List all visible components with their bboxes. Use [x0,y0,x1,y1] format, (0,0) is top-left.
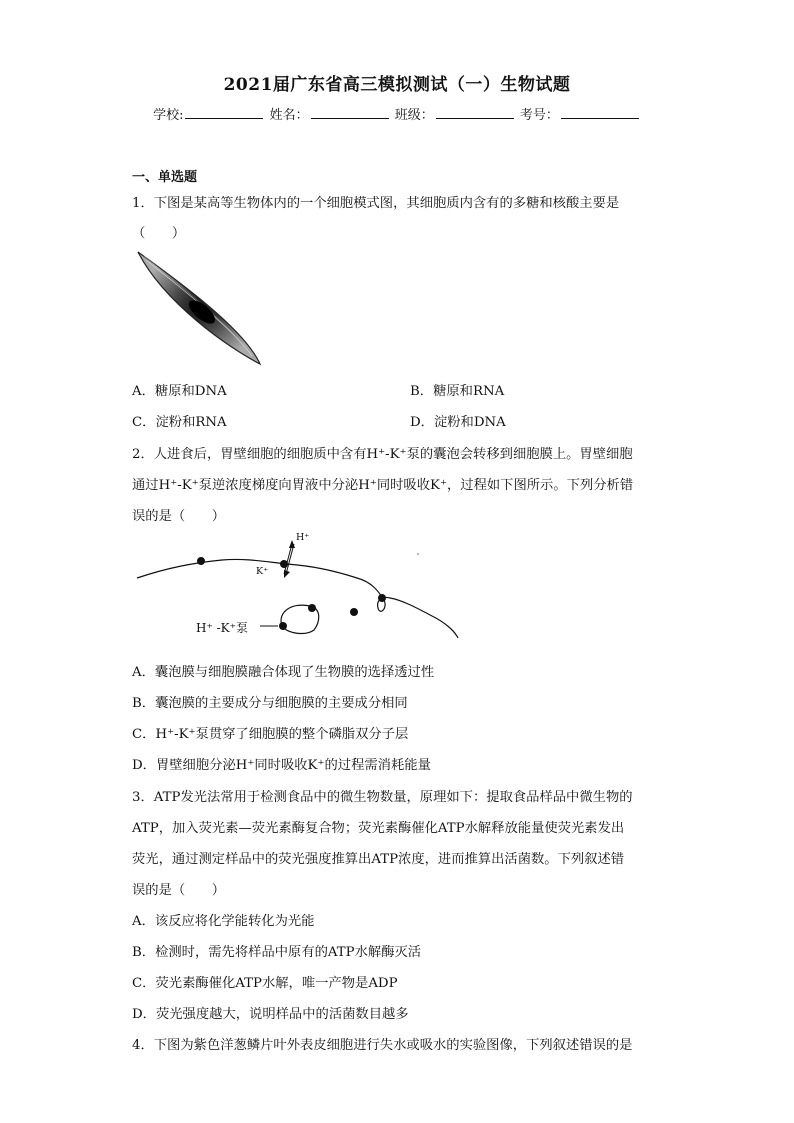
field-number-label: 考号： [519,108,559,123]
q2-option-d: D．胃壁细胞分泌H⁺同时吸收K⁺的过程需消耗能量 [132,758,431,773]
q1-stem-line2: （ ） [132,226,186,241]
school-blank [185,106,263,119]
q1-option-b: B．糖原和RNA [410,384,505,399]
student-info-line [0,104,794,123]
q3-stem-line4: 误的是（ ） [132,883,226,898]
q2-membrane-figure [132,530,472,645]
q3-option-d: D．荧光强度越大，说明样品中的活菌数目越多 [132,1007,409,1022]
q3-option-c: C．荧光素酶催化ATP水解，唯一产物是ADP [132,976,398,991]
q2-k-label: K⁺ [256,566,269,577]
q2-option-a: A．囊泡膜与细胞膜融合体现了生物膜的选择透过性 [132,665,435,680]
section-title: 一、单选题 [132,170,198,185]
q2-option-b: B．囊泡膜的主要成分与细胞膜的主要成分相同 [132,696,408,711]
name-blank [311,106,389,119]
q1-option-c: C．淀粉和RNA [132,415,227,430]
q1-option-d: D．淀粉和DNA [410,415,506,430]
q3-stem-line2: ATP，加入荧光素—荧光素酶复合物；荧光素酶催化ATP水解释放能量使荧光素发出 [132,821,625,836]
q4-stem-line1: 4．下图为紫色洋葱鳞片叶外表皮细胞进行失水或吸水的实验图像，下列叙述错误的是 [132,1038,633,1053]
q3-stem-line1: 3．ATP发光法常用于检测食品中的微生物数量，原理如下：提取食品样品中微生物的 [132,790,633,805]
q3-option-b: B．检测时，需先将样品中原有的ATP水解酶灭活 [132,945,422,960]
field-school-label: 学校: [153,108,184,123]
q3-stem-line3: 荧光，通过测定样品中的荧光强度推算出ATP浓度，进而推算出活菌数。下列叙述错 [132,852,625,867]
q1-option-a: A．糖原和DNA [132,384,227,399]
q1-stem-line1: 1．下图是某高等生物体内的一个细胞模式图，其细胞质内含有的多糖和核酸主要是 [132,196,620,211]
q2-stem-line1: 2．人进食后，胃壁细胞的细胞质中含有H⁺-K⁺泵的囊泡会转移到细胞膜上。胃壁细胞 [132,447,633,462]
q2-stem-line3: 误的是（ ） [132,509,226,524]
number-blank [561,106,639,119]
q3-option-a: A．该反应将化学能转化为光能 [132,914,315,929]
q2-pump-label: H⁺ -K⁺泵 [196,621,248,635]
q2-h-label: H⁺ [296,532,310,543]
q2-stem-line2: 通过H⁺-K⁺泵逆浓度梯度向胃液中分泌H⁺同时吸收K⁺，过程如下图所示。下列分析错 [132,478,634,493]
field-name-label: 姓名： [269,108,309,123]
q2-option-c: C．H⁺-K⁺泵贯穿了细胞膜的整个磷脂双分子层 [132,727,409,742]
field-class-label: 班级： [394,108,434,123]
q1-cell-figure [134,248,264,368]
page-title: 2021届广东省高三模拟测试（一）生物试题 [223,75,571,95]
class-blank [436,106,514,119]
